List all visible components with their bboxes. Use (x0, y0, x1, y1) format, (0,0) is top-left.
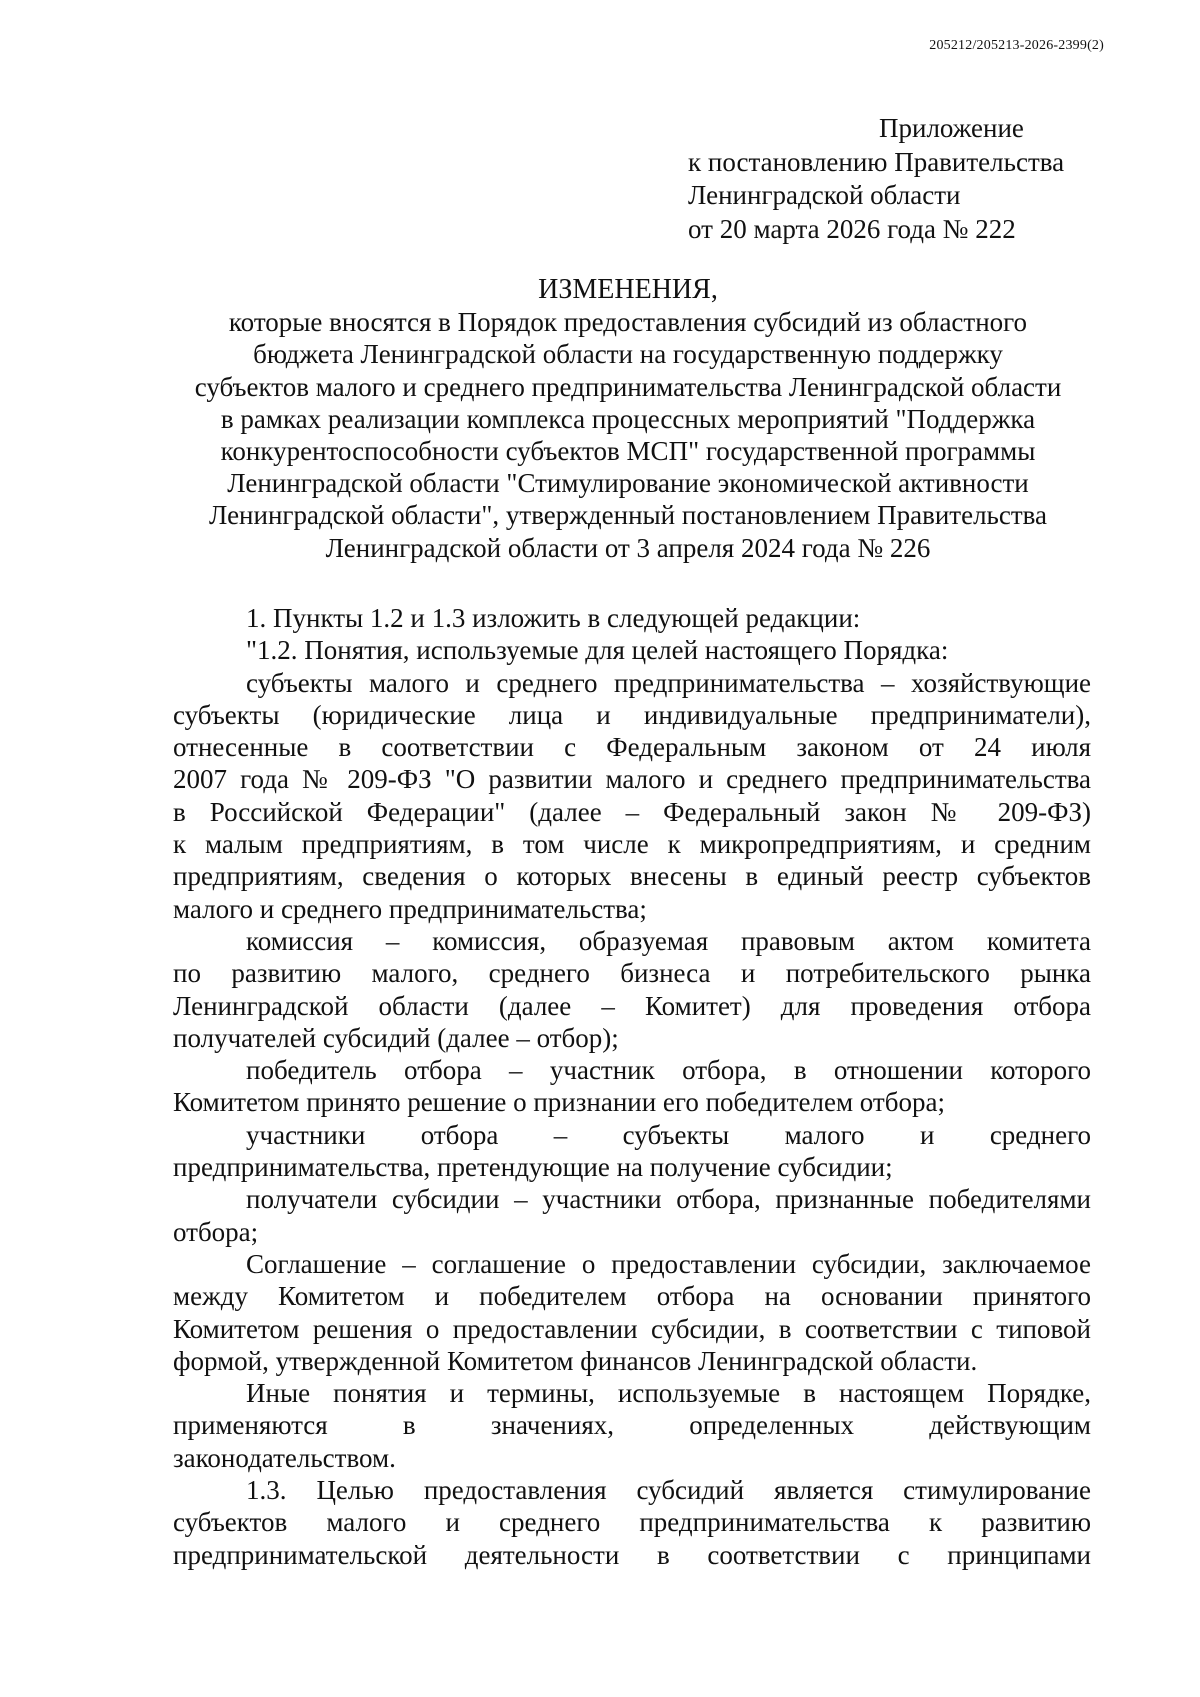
document-body (173, 602, 1091, 1571)
body-line: Комитетом принято решение о признании его победителем отбора; (173, 1087, 945, 1118)
body-line: отнесенные в соответствии с Федеральным законом от 24 июля (173, 732, 1091, 763)
title-line: конкурентоспособности субъектов МСП" государственной программы (220, 436, 1036, 467)
body-line: применяются в значениях, определенных действующим (173, 1410, 1091, 1441)
body-line: Комитетом решения о предоставлении субсидии, в соответствии с типовой (173, 1313, 1091, 1344)
document-heading: ИЗМЕНЕНИЯ, (538, 274, 718, 305)
body-line: между Комитетом и победителем отбора на основании принятого (173, 1281, 1091, 1312)
title-line: субъектов малого и среднего предпринимательства Ленинградской области (194, 371, 1062, 402)
title-line: Ленинградской области "Стимулирование экономической активности (227, 468, 1029, 499)
body-line: отбора; (173, 1216, 259, 1247)
body-line: "1.2. Понятия, используемые для целей настоящего Порядка: (246, 635, 949, 666)
body-line: 2007 года № 209-ФЗ "О развитии малого и среднего предпринимательства (173, 764, 1091, 795)
body-line: Иные понятия и термины, используемые в настоящем Порядке, (246, 1378, 1091, 1409)
title-line: Ленинградской области", утвержденный постановлением Правительства (208, 500, 1048, 531)
title-line: в рамках реализации комплекса процессных мероприятий "Поддержка (220, 403, 1036, 434)
body-line: предпринимательской деятельности в соответствии с принципами (173, 1539, 1091, 1570)
body-line: участники отбора – субъекты малого и среднего (246, 1119, 1091, 1150)
body-line: Соглашение – соглашение о предоставлении субсидии, заключаемое (246, 1248, 1091, 1279)
body-line: 1. Пункты 1.2 и 1.3 изложить в следующей редакции: (246, 603, 861, 633)
body-line: победитель отбора – участник отбора, в отношении которого (246, 1055, 1091, 1086)
body-line: 1.3. Целью предоставления субсидий является стимулирование (246, 1475, 1091, 1506)
appendix-block (688, 112, 1064, 246)
appendix-line: к постановлению Правительства (688, 146, 1065, 177)
body-line: предприятиям, сведения о которых внесены в единый реестр субъектов (173, 861, 1091, 892)
title-line: которые вносятся в Порядок предоставления субсидий из областного (228, 307, 1028, 338)
body-line: комиссия – комиссия, образуемая правовым актом комитета (246, 925, 1091, 956)
body-line: получатели субсидии – участники отбора, признанные победителями (246, 1184, 1091, 1215)
body-line: к малым предприятиям, в том числе к микропредприятиям, и средним (173, 829, 1091, 860)
title-line: Ленинградской области от 3 апреля 2024 года № 226 (325, 532, 931, 563)
document-registration-code: 205212/205213-2026-2399(2) (929, 38, 1104, 53)
appendix-line: Приложение (879, 113, 1024, 143)
document-title-block (160, 274, 1096, 564)
body-line: формой, утвержденной Комитетом финансов Ленинградской области. (173, 1345, 978, 1376)
body-line: субъекты (юридические лица и индивидуальные предприниматели), (173, 699, 1091, 730)
body-line: субъекты малого и среднего предпринимательства – хозяйствующие (246, 667, 1091, 698)
body-line: получателей субсидий (далее – отбор); (173, 1022, 619, 1053)
body-line: законодательством. (173, 1442, 396, 1473)
body-line: по развитию малого, среднего бизнеса и потребительского рынка (173, 958, 1091, 989)
title-line: бюджета Ленинградской области на государственную поддержку (253, 339, 1003, 370)
body-line: предпринимательства, претендующие на получение субсидии; (173, 1152, 893, 1183)
body-line: субъектов малого и среднего предпринимательства к развитию (173, 1507, 1091, 1538)
appendix-line: Ленинградской области (688, 180, 961, 210)
body-line: в Российской Федерации" (далее – Федеральный закон № 209-ФЗ) (173, 796, 1091, 827)
appendix-line: от 20 марта 2026 года № 222 (688, 213, 1016, 244)
body-line: малого и среднего предпринимательства; (173, 893, 647, 924)
body-line: Ленинградской области (далее – Комитет) для проведения отбора (173, 990, 1091, 1021)
